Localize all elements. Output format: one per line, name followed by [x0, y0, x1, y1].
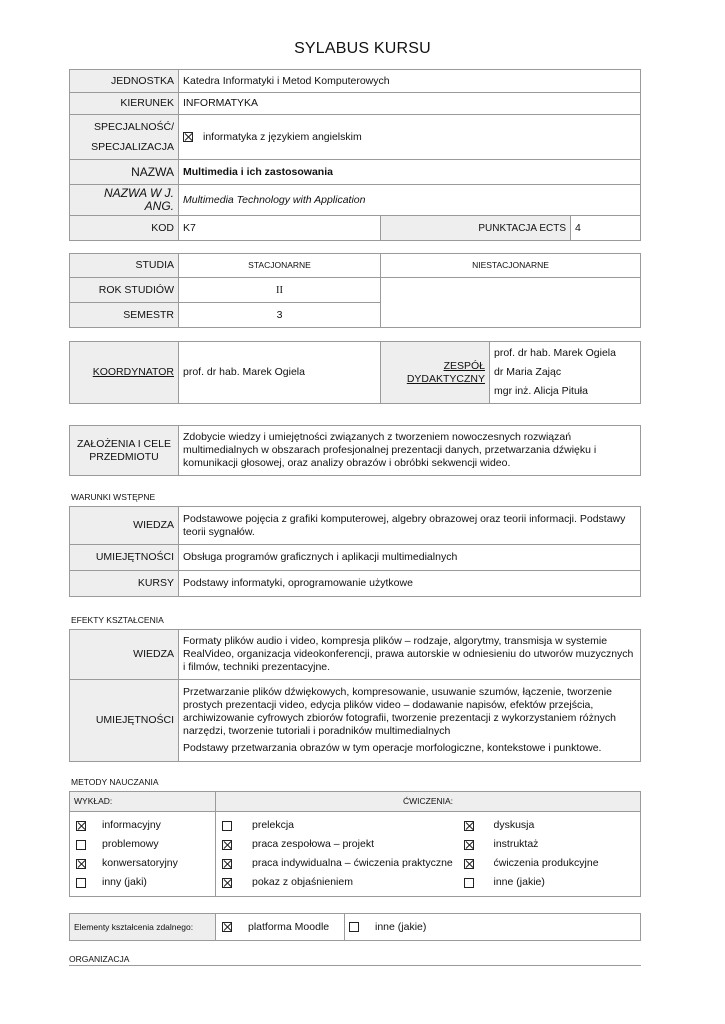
method-item[interactable]	[74, 854, 211, 873]
method-checkbox[interactable]	[222, 821, 232, 831]
method-item[interactable]	[220, 835, 454, 854]
method-label: ćwiczenia produkcyjne	[493, 857, 599, 869]
method-label: inny (jaki)	[102, 876, 147, 888]
method-label: konwersatoryjny	[102, 857, 178, 869]
ects-label: PUNKTACJA ECTS	[381, 216, 571, 241]
method-label: informacyjny	[102, 819, 161, 831]
zdalne-inne-cell[interactable]	[345, 914, 641, 941]
organizacja-section-label: ORGANIZACJA	[69, 954, 130, 964]
method-checkbox[interactable]	[464, 878, 474, 888]
efekty-section-label: EFEKTY KSZTAŁCENIA	[71, 615, 164, 625]
nazwa-label: NAZWA	[70, 160, 179, 185]
course-header-table	[69, 69, 641, 216]
kod-value: K7	[179, 216, 381, 241]
nazwa-ang-value: Multimedia Technology with Application	[179, 185, 641, 216]
warunki-wiedza-label: WIEDZA	[70, 507, 179, 545]
metody-section-label: METODY NAUCZANIA	[71, 777, 159, 787]
jednostka-label: JEDNOSTKA	[70, 70, 179, 93]
efekty-umiejetnosci-cell	[179, 680, 641, 762]
specjalnosc-label-line2: SPECJALIZACJA	[91, 141, 174, 153]
method-checkbox[interactable]	[222, 840, 232, 850]
stacjonarne-header: STACJONARNE	[179, 254, 381, 278]
koordynator-label: KOORDYNATOR	[70, 342, 179, 404]
method-label: praca zespołowa – projekt	[252, 838, 374, 850]
method-item[interactable]	[220, 854, 454, 873]
warunki-kursy-label: KURSY	[70, 571, 179, 597]
method-checkbox[interactable]	[76, 821, 86, 831]
organizacja-divider	[69, 965, 641, 966]
method-label: prelekcja	[252, 819, 295, 831]
efekty-umiejetnosci-text-2: Podstawy przetwarzania obrazów w tym operacje morfologiczne, kontekstowe i punktowe.	[183, 742, 602, 754]
zespol-label: ZESPÓŁ DYDAKTYCZNY	[381, 342, 490, 404]
method-label: inne (jakie)	[493, 876, 545, 888]
semestr-label: SEMESTR	[70, 303, 179, 328]
efekty-table	[69, 629, 641, 762]
method-label: problemowy	[102, 838, 159, 850]
method-checkbox[interactable]	[464, 840, 474, 850]
method-checkbox[interactable]	[464, 821, 474, 831]
studia-table	[69, 253, 641, 328]
kierunek-value: INFORMATYKA	[179, 93, 641, 115]
zalozenia-label	[70, 426, 179, 476]
inne-checkbox[interactable]	[349, 922, 359, 932]
zdalne-table	[69, 913, 641, 941]
kod-ects-table	[69, 215, 641, 241]
jednostka-value: Katedra Informatyki i Metod Komputerowych	[179, 70, 641, 93]
specjalnosc-label	[70, 115, 179, 160]
warunki-wiedza-text: Podstawowe pojęcia z grafiki komputerowej, algebry obrazowej oraz teorii informacji. Podstawy teorii sygnałów.	[179, 507, 641, 545]
method-item[interactable]	[462, 854, 637, 873]
method-checkbox[interactable]	[222, 859, 232, 869]
method-item[interactable]	[74, 816, 211, 835]
specjalnosc-value: informatyka z językiem angielskim	[203, 130, 362, 143]
zalozenia-label-line1: ZAŁOŻENIA I CELE	[77, 437, 171, 450]
zalozenia-label-line2: PRZEDMIOTU	[89, 450, 159, 463]
warunki-umiejetnosci-label: UMIEJĘTNOŚCI	[70, 545, 179, 571]
specjalnosc-value-cell	[179, 115, 641, 160]
method-item[interactable]	[462, 873, 637, 892]
kod-label: KOD	[70, 216, 179, 241]
nazwa-ang-label: NAZWA W J. ANG.	[70, 185, 179, 216]
cwiczenia-header: ĆWICZENIA:	[216, 792, 641, 812]
inne-label: inne (jakie)	[375, 920, 427, 933]
method-checkbox[interactable]	[76, 840, 86, 850]
cwiczenia-methods-cell-2	[458, 812, 641, 897]
specjalnosc-label-line1: SPECJALNOŚĆ/	[94, 121, 174, 133]
zespol-member: prof. dr hab. Marek Ogiela	[494, 347, 616, 359]
document-title: SYLABUS KURSU	[294, 40, 431, 57]
niestacjonarne-header: NIESTACJONARNE	[381, 254, 641, 278]
method-checkbox[interactable]	[464, 859, 474, 869]
method-item[interactable]	[74, 873, 211, 892]
method-label: instruktaż	[493, 838, 539, 850]
zespol-cell	[490, 342, 641, 404]
method-label: praca indywidualna – ćwiczenia praktyczne	[252, 857, 453, 869]
efekty-umiejetnosci-text-1: Przetwarzanie plików dźwiękowych, kompresowanie, usuwanie szumów, łączenie, tworzenie prostych prezentacji video, edycja plików video – dodawanie napisów, efektów przejścia, archiwizowanie cyfrowych zbiorów fotografii, tworzenie prezentacji z wykorzystaniem różnych narzędzi, tworzenie tutoriali i poradników multimedialnych	[183, 686, 616, 737]
method-item[interactable]	[220, 873, 454, 892]
studia-label: STUDIA	[70, 254, 179, 278]
semestr-value: 3	[179, 303, 381, 328]
metody-table	[69, 791, 641, 897]
method-checkbox[interactable]	[76, 859, 86, 869]
wyklad-header: WYKŁAD:	[70, 792, 216, 812]
zalozenia-text: Zdobycie wiedzy i umiejętności związanych z tworzeniem nowoczesnych rozwiązań multimedialnych w obszarach profesjonalnej prezentacji danych, przetwarzania dźwięku i komunikacji głosowej, oraz analizy obrazów i obróbki sekwencji wideo.	[179, 426, 641, 476]
niestacjonarne-empty	[381, 278, 641, 328]
method-item[interactable]	[462, 835, 637, 854]
wyklad-methods-cell	[70, 812, 216, 897]
efekty-wiedza-text: Formaty plików audio i video, kompresja plików – rodzaje, algorytmy, transmisja w systemie RealVideo, organizacja videokonferencji, prawa autorskie w odniesieniu do utworów muzycznych i filmów, techniki prezentacyjne.	[179, 630, 641, 680]
ects-value: 4	[571, 216, 641, 241]
efekty-wiedza-label: WIEDZA	[70, 630, 179, 680]
method-item[interactable]	[220, 816, 454, 835]
rok-value: II	[179, 278, 381, 303]
kadra-table	[69, 341, 641, 404]
zespol-member: mgr inż. Alicja Pituła	[494, 385, 588, 397]
warunki-kursy-text: Podstawy informatyki, oprogramowanie użytkowe	[179, 571, 641, 597]
cwiczenia-methods-cell-1	[216, 812, 458, 897]
warunki-table	[69, 506, 641, 597]
rok-label: ROK STUDIÓW	[70, 278, 179, 303]
moodle-label: platforma Moodle	[248, 920, 330, 933]
zespol-member: dr Maria Zając	[494, 366, 562, 378]
warunki-umiejetnosci-text: Obsługa programów graficznych i aplikacji multimedialnych	[179, 545, 641, 571]
zalozenia-table	[69, 425, 641, 476]
warunki-section-label: WARUNKI WSTĘPNE	[71, 492, 156, 502]
moodle-checkbox[interactable]	[222, 922, 232, 932]
method-label: dyskusja	[493, 819, 535, 831]
kierunek-label: KIERUNEK	[70, 93, 179, 115]
method-checkbox[interactable]	[76, 878, 86, 888]
specjalnosc-checkbox[interactable]	[183, 132, 193, 142]
method-item[interactable]	[462, 816, 637, 835]
nazwa-value: Multimedia i ich zastosowania	[179, 160, 641, 185]
method-checkbox[interactable]	[222, 878, 232, 888]
efekty-umiejetnosci-label: UMIEJĘTNOŚCI	[70, 680, 179, 762]
zdalne-moodle-cell[interactable]	[216, 914, 345, 941]
method-item[interactable]	[74, 835, 211, 854]
method-label: pokaz z objaśnieniem	[252, 876, 353, 888]
zdalne-label: Elementy kształcenia zdalnego:	[70, 914, 216, 941]
koordynator-value: prof. dr hab. Marek Ogiela	[179, 342, 381, 404]
